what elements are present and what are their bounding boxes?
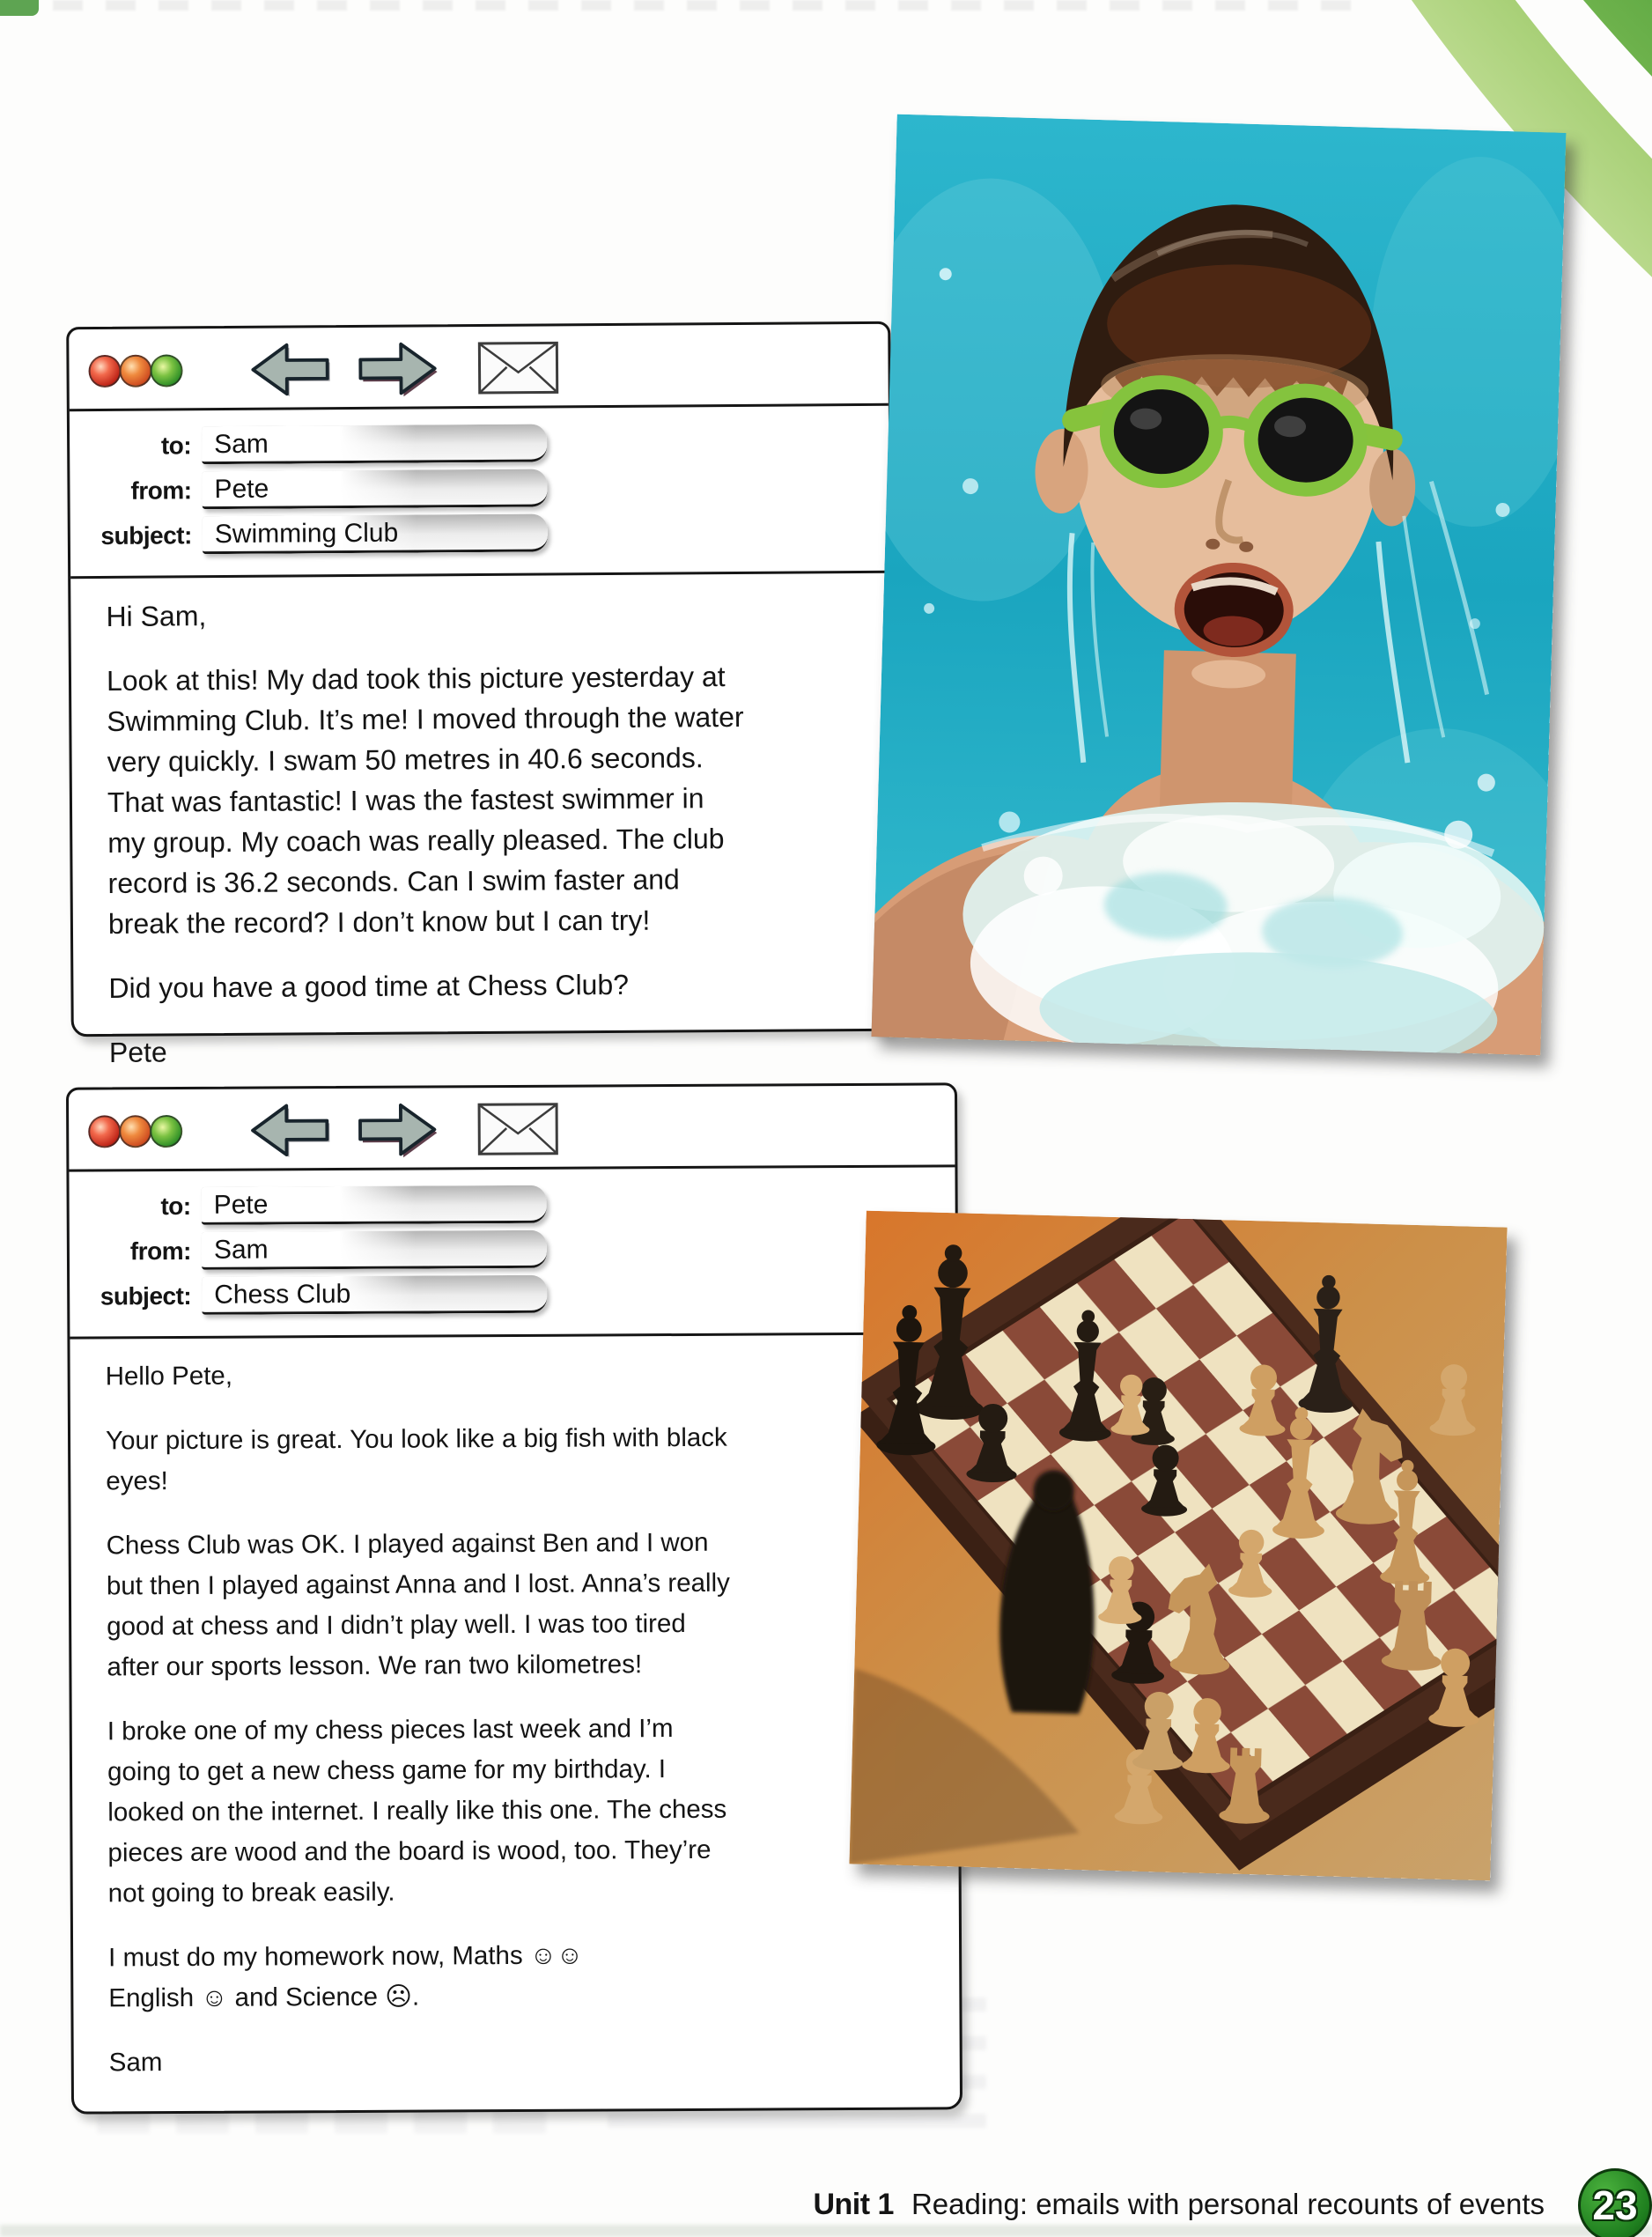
from-label: from: [130,476,192,505]
window-titlebar [69,1085,955,1171]
to-label: to: [160,1192,191,1221]
swimmer-photo [872,114,1567,1056]
zoom-button-icon[interactable] [150,354,182,387]
subject-field[interactable] [202,1275,547,1315]
window-titlebar [69,324,889,411]
email-body [70,573,893,1073]
close-button-icon[interactable] [88,1115,121,1148]
email-window-sam [66,1082,962,2114]
window-buttons [88,354,181,388]
window-buttons [88,1114,181,1148]
close-button-icon[interactable] [88,354,121,387]
envelope-icon[interactable] [476,1102,559,1156]
email-paragraph: Your picture is great. You look like a big fish with black eyes! [105,1422,727,1496]
email-window-pete [66,321,896,1068]
chessboard-photo [849,1211,1507,1881]
from-field[interactable] [202,469,547,509]
to-field[interactable] [202,1185,547,1225]
to-label: to: [160,432,192,460]
page-corner-mark [0,0,39,16]
email-signoff: Sam [108,2048,163,2078]
unit-label: Unit 1 [813,2188,894,2221]
from-value: Pete [214,474,269,505]
email-paragraph: I must do my homework now, Maths ☺☺ English ☺ and Science ☹. [108,1940,584,2013]
forward-arrow-icon[interactable] [357,1101,438,1157]
from-field[interactable] [202,1230,547,1270]
email-paragraph: Chess Club was OK. I played against Ben and I won but then I played against Anna and I lost. Anna’s really good at chess and I didn’t play well. I was too tired after our sports lesson. We ran two kilometres! [106,1527,730,1682]
email-header-fields [69,1167,955,1339]
email-body [70,1334,959,2083]
email-paragraph: Did you have a good time at Chess Club? [108,968,630,1004]
to-value: Sam [214,429,269,460]
back-arrow-icon[interactable] [249,341,330,398]
to-value: Pete [213,1190,269,1220]
envelope-icon[interactable] [476,340,559,395]
from-value: Sam [213,1235,269,1265]
email-greeting: Hello Pete, [105,1361,233,1392]
email-paragraph: Look at this! My dad took this picture yesterday at Swimming Club. It’s me! I moved through the water very quickly. I swam 50 metres in 40.6 seconds. That was fantastic! I was the fastest swimmer in my group. My coach was really pleased. The club record is 36.2 seconds. Can I swim faster and break the record? I don’t know but I can try! [106,661,744,940]
email-greeting: Hi Sam, [106,600,207,632]
print-bleed-top [53,0,1356,11]
minimize-button-icon[interactable] [119,1115,151,1148]
back-arrow-icon[interactable] [249,1102,330,1158]
email-signoff: Pete [108,1036,167,1068]
email-header-fields [70,406,889,579]
footer-title: Reading: emails with personal recounts of events [911,2188,1545,2220]
subject-value: Swimming Club [214,518,399,550]
zoom-button-icon[interactable] [150,1114,182,1147]
page-number: 23 [1592,2182,1638,2228]
subject-field[interactable] [203,513,548,554]
forward-arrow-icon[interactable] [357,340,438,397]
page-footer [0,2174,1652,2237]
subject-value: Chess Club [214,1279,351,1310]
to-field[interactable] [202,424,547,464]
email-paragraph: I broke one of my chess pieces last week and I’m going to get a new chess game for my birthday. I looked on the internet. I really like this one. The chess pieces are wood and the board is wood, too. They’re not going to break easily. [107,1714,727,1908]
page-number-badge [1578,2168,1652,2237]
subject-label: subject: [100,521,192,550]
subject-label: subject: [100,1281,192,1310]
minimize-button-icon[interactable] [119,354,151,387]
from-label: from: [129,1237,192,1266]
